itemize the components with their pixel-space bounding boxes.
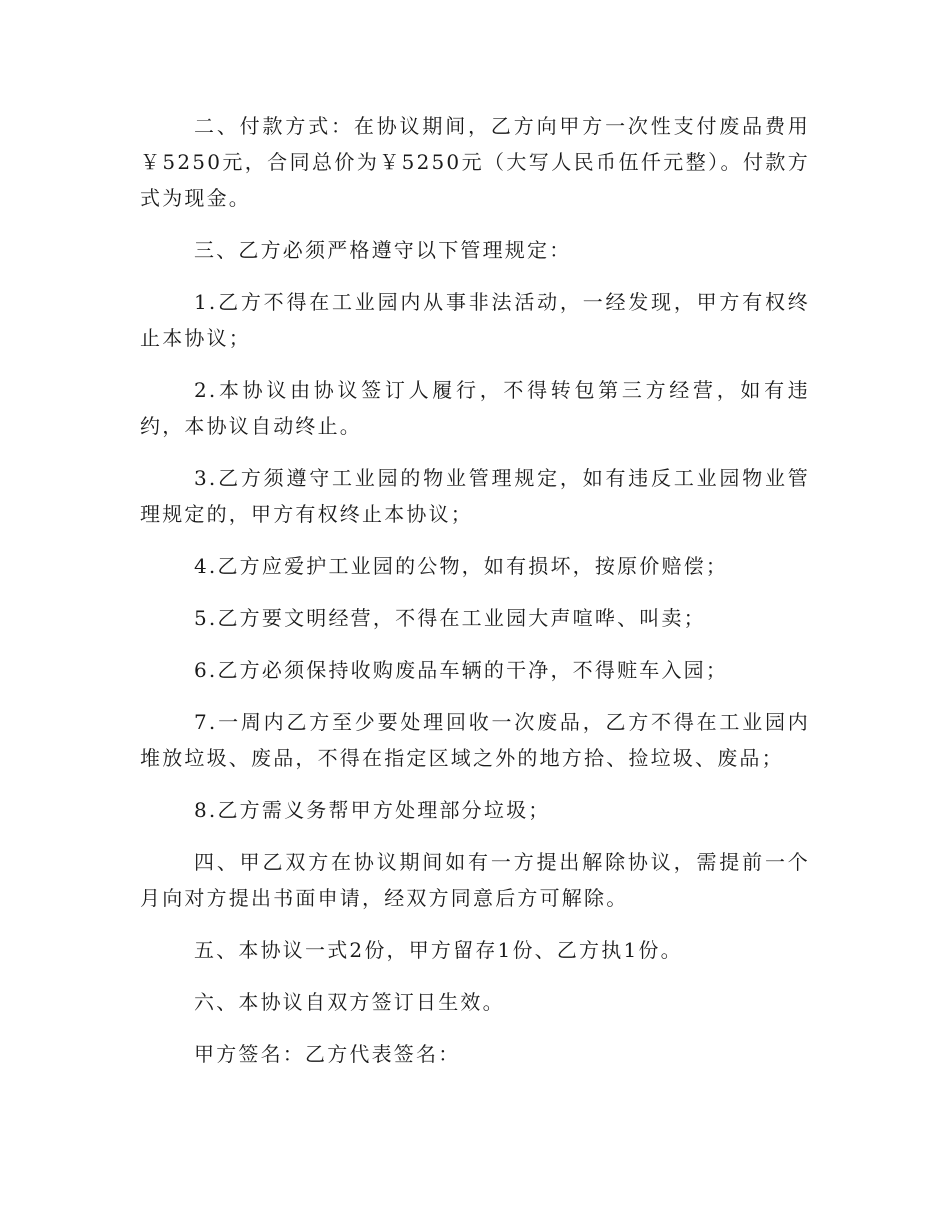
rule-5-paragraph: 5.乙方要文明经营，不得在工业园大声喧哗、叫卖； [194,606,706,630]
management-rules-heading: 三、乙方必须严格遵守以下管理规定： [194,238,572,262]
rule-2-paragraph: 2.本协议由协议签订人履行，不得转包第三方经营，如有违约，本协议自动终止。 [140,378,810,438]
document-page [140,108,810,1088]
signature-line: 甲方签名：乙方代表签名： [194,1042,461,1066]
payment-terms-paragraph: 二、付款方式：在协议期间，乙方向甲方一次性支付废品费用￥5250元，合同总价为￥5250元（大写人民币伍仟元整）。付款方式为现金。 [140,114,810,210]
effective-date-paragraph: 六、本协议自双方签订日生效。 [194,990,505,1014]
rule-7-paragraph: 7.一周内乙方至少要处理回收一次废品，乙方不得在工业园内堆放垃圾、废品，不得在指定区域之外的地方拾、捡垃圾、废品； [140,710,810,770]
rule-3-paragraph: 3.乙方须遵守工业园的物业管理规定，如有违反工业园物业管理规定的，甲方有权终止本协议； [140,466,810,526]
rule-1-paragraph: 1.乙方不得在工业园内从事非法活动，一经发现，甲方有权终止本协议； [140,290,810,350]
copies-clause-paragraph: 五、本协议一式2份，甲方留存1份、乙方执1份。 [194,938,683,962]
rule-6-paragraph: 6.乙方必须保持收购废品车辆的干净，不得赃车入园； [194,658,729,682]
rule-4-paragraph: 4.乙方应爱护工业园的公物，如有损坏，按原价赔偿； [194,554,729,578]
termination-clause-paragraph: 四、甲乙双方在协议期间如有一方提出解除协议，需提前一个月向对方提出书面申请，经双方同意后方可解除。 [140,850,810,910]
rule-8-paragraph: 8.乙方需义务帮甲方处理部分垃圾； [194,798,551,822]
